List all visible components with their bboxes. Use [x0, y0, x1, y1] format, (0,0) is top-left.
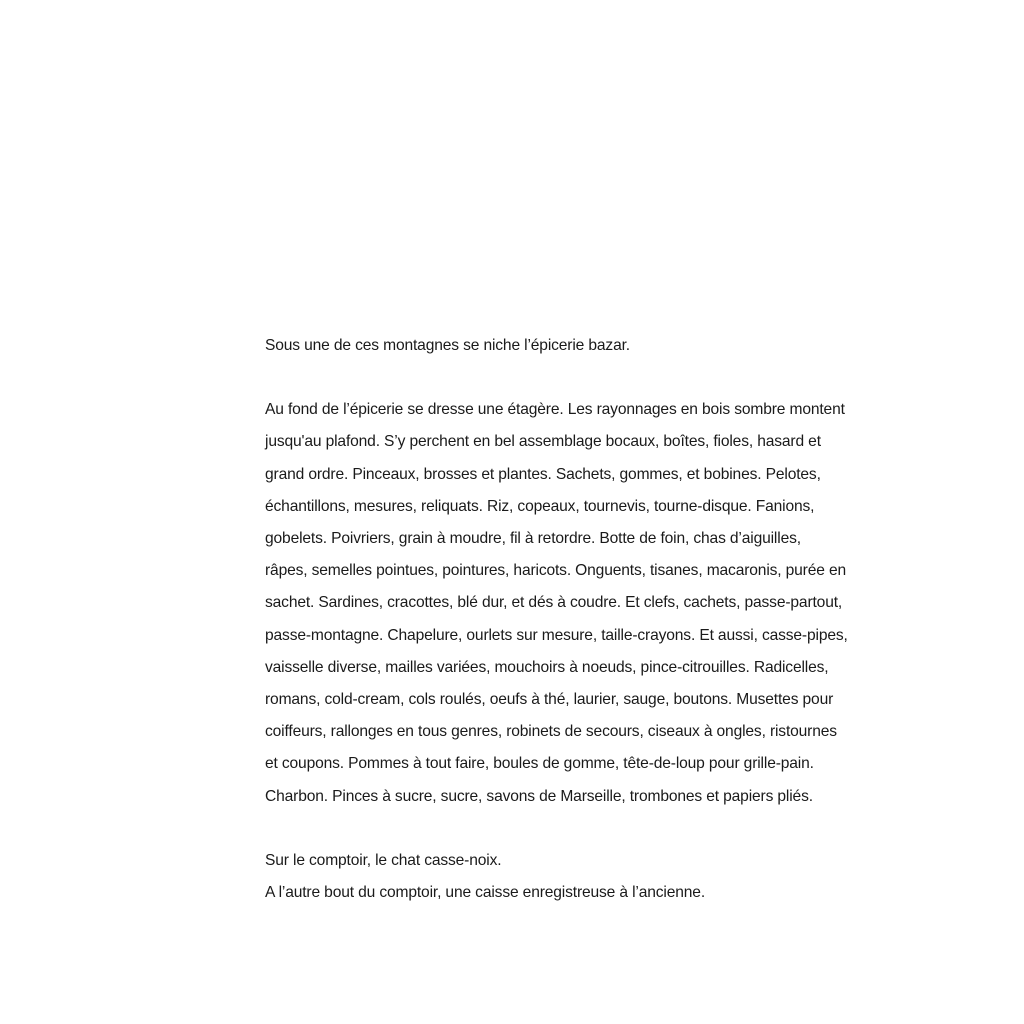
closing-paragraph: [265, 845, 890, 909]
inventory-line: jusqu'au plafond. S’y perchent en bel assemblage bocaux, boîtes, fioles, hasard et: [265, 433, 821, 451]
inventory-paragraph: [265, 394, 890, 813]
inventory-line: sachet. Sardines, cracottes, blé dur, et dés à coudre. Et clefs, cachets, passe-partout,: [265, 594, 843, 612]
inventory-line: passe-montagne. Chapelure, ourlets sur mesure, taille-crayons. Et aussi, casse-pipes,: [265, 626, 848, 644]
paragraph-gap: [265, 362, 890, 394]
intro-line: Sous une de ces montagnes se niche l’épicerie bazar.: [265, 337, 630, 354]
inventory-line: coiffeurs, rallonges en tous genres, robinets de secours, ciseaux à ongles, ristournes: [265, 723, 837, 741]
text-body: [265, 330, 890, 909]
inventory-line: Au fond de l’épicerie se dresse une étagère. Les rayonnages en bois sombre montent: [265, 401, 845, 419]
paragraph-gap: [265, 813, 890, 845]
inventory-line: échantillons, mesures, reliquats. Riz, copeaux, tournevis, tourne-disque. Fanions,: [265, 497, 815, 515]
inventory-line: romans, cold-cream, cols roulés, oeufs à thé, laurier, sauge, boutons. Musettes pour: [265, 691, 834, 709]
inventory-line: grand ordre. Pinceaux, brosses et plantes. Sachets, gommes, et bobines. Pelotes,: [265, 465, 821, 483]
inventory-line: Charbon. Pinces à sucre, sucre, savons de Marseille, trombones et papiers pliés.: [265, 787, 813, 805]
closing-line-register: A l’autre bout du comptoir, une caisse enregistreuse à l’ancienne.: [265, 884, 705, 902]
inventory-line: gobelets. Poivriers, grain à moudre, fil à retordre. Botte de foin, chas d’aiguilles,: [265, 530, 801, 548]
inventory-line: vaisselle diverse, mailles variées, mouchoirs à noeuds, pince-citrouilles. Radicelles,: [265, 658, 829, 676]
inventory-line: et coupons. Pommes à tout faire, boules de gomme, tête-de-loup pour grille-pain.: [265, 755, 814, 773]
closing-line-cat: Sur le comptoir, le chat casse-noix.: [265, 851, 502, 869]
intro-paragraph: [265, 330, 890, 362]
inventory-line: râpes, semelles pointues, pointures, haricots. Onguents, tisanes, macaronis, purée en: [265, 562, 847, 580]
